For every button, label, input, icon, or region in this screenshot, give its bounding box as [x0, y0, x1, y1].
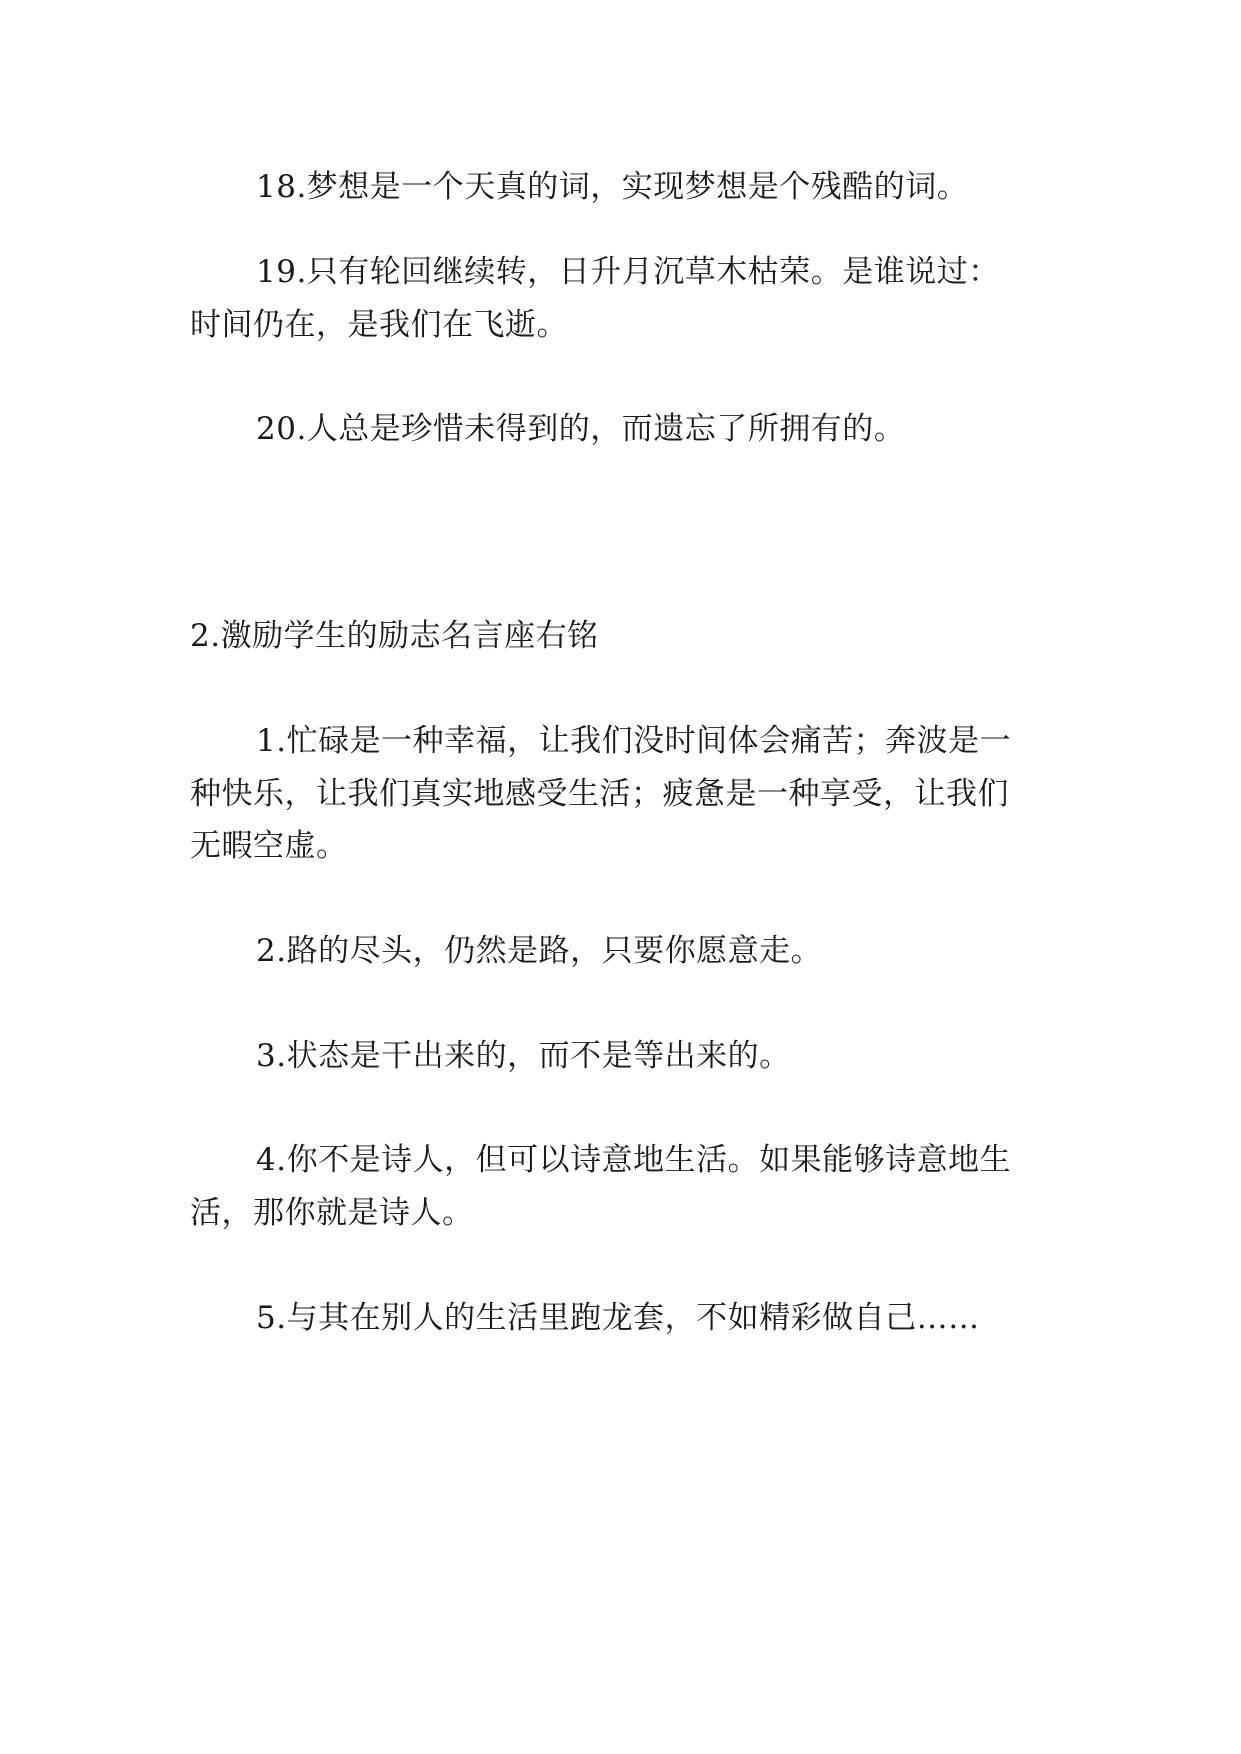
motto-item-4-line-1: 4.你不是诗人，但可以诗意地生活。如果能够诗意地生	[256, 1142, 1012, 1178]
motto-item-1-line-1: 1.忙碌是一种幸福，让我们没时间体会痛苦；奔波是一	[256, 723, 1012, 759]
motto-item-4-line-2: 活，那你就是诗人。	[190, 1195, 474, 1231]
motto-item-1-line-2: 种快乐，让我们真实地感受生活；疲惫是一种享受，让我们	[190, 776, 1009, 812]
section-heading: 2.激励学生的励志名言座右铭	[190, 618, 599, 654]
motto-item-5-line-1: 5.与其在别人的生活里跑龙套，不如精彩做自己……	[256, 1300, 980, 1336]
quote-item-20-line-1: 20.人总是珍惜未得到的，而遗忘了所拥有的。	[256, 411, 906, 447]
motto-item-3-line-1: 3.状态是干出来的，而不是等出来的。	[256, 1038, 791, 1074]
quote-item-19-line-2: 时间仍在，是我们在飞逝。	[190, 307, 568, 343]
quote-item-18-line-1: 18.梦想是一个天真的词，实现梦想是个残酷的词。	[256, 169, 969, 205]
quote-item-19-line-1: 19.只有轮回继续转，日升月沉草木枯荣。是谁说过：	[256, 254, 1000, 290]
motto-item-1-line-3: 无暇空虚。	[190, 828, 348, 864]
motto-item-2-line-1: 2.路的尽头，仍然是路，只要你愿意走。	[256, 933, 823, 969]
